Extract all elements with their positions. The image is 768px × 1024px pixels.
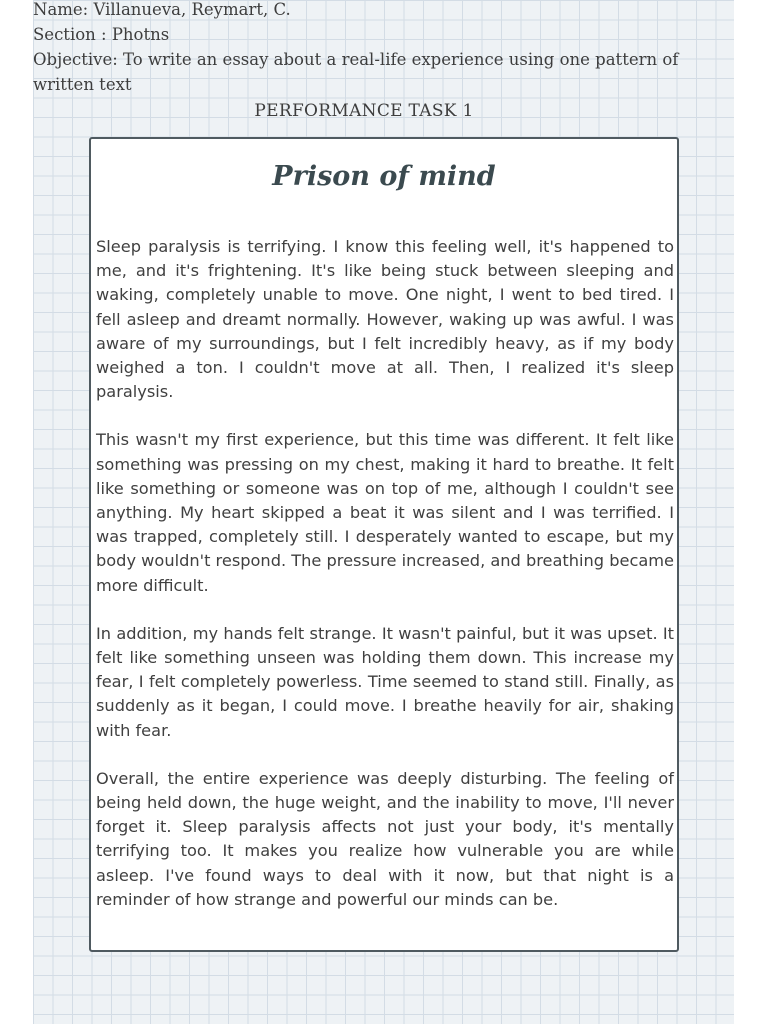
- student-section: Section : Photns: [33, 25, 170, 44]
- task-title: PERFORMANCE TASK 1: [254, 101, 474, 121]
- essay-body: [96, 235, 674, 936]
- essay-title: Prison of mind: [272, 161, 496, 192]
- essay-paragraph: Overall, the entire experience was deeply disturbing. The feeling of being held down, the huge weight, and the inability to move, I'll never forget it. Sleep paralysis affects not just your body, it's mentally terrifying too. It makes you realize how vulnerable you are while asleep. I've found ways to deal with it now, but that night is a reminder of how strange and powerful our minds can be.: [96, 768, 674, 909]
- essay-paragraph: This wasn't my first experience, but this time was different. It felt like something was pressing on my chest, making it hard to breathe. It felt like something or someone was on top of me, although I couldn't see anything. My heart skipped a beat it was silent and I was terrified. I was trapped, completely still. I desperately wanted to escape, but my body wouldn't respond. The pressure increased, and breathing became more difficult.: [96, 430, 674, 595]
- student-name: Name: Villanueva, Reymart, C.: [33, 0, 291, 19]
- essay-box: [89, 137, 679, 952]
- essay-paragraph: Sleep paralysis is terrifying. I know this feeling well, it's happened to me, and it's frightening. It's like being stuck between sleeping and waking, completely unable to move. One night, I went to bed tired. I fell asleep and dreamt normally. However, waking up was awful. I was aware of my surroundings, but I felt incredibly heavy, as if my body weighed a ton. I couldn't move at all. Then, I realized it's sleep paralysis.: [96, 237, 674, 402]
- objective-line-1: Objective: To write an essay about a real-life experience using one pattern of: [33, 50, 679, 69]
- objective-line-2: written text: [33, 75, 132, 94]
- essay-paragraph: In addition, my hands felt strange. It wasn't painful, but it was upset. It felt like something unseen was holding them down. This increase my fear, I felt completely powerless. Time seemed to stand still. Finally, as suddenly as it began, I could move. I breathe heavily for air, shaking with fear.: [96, 623, 674, 740]
